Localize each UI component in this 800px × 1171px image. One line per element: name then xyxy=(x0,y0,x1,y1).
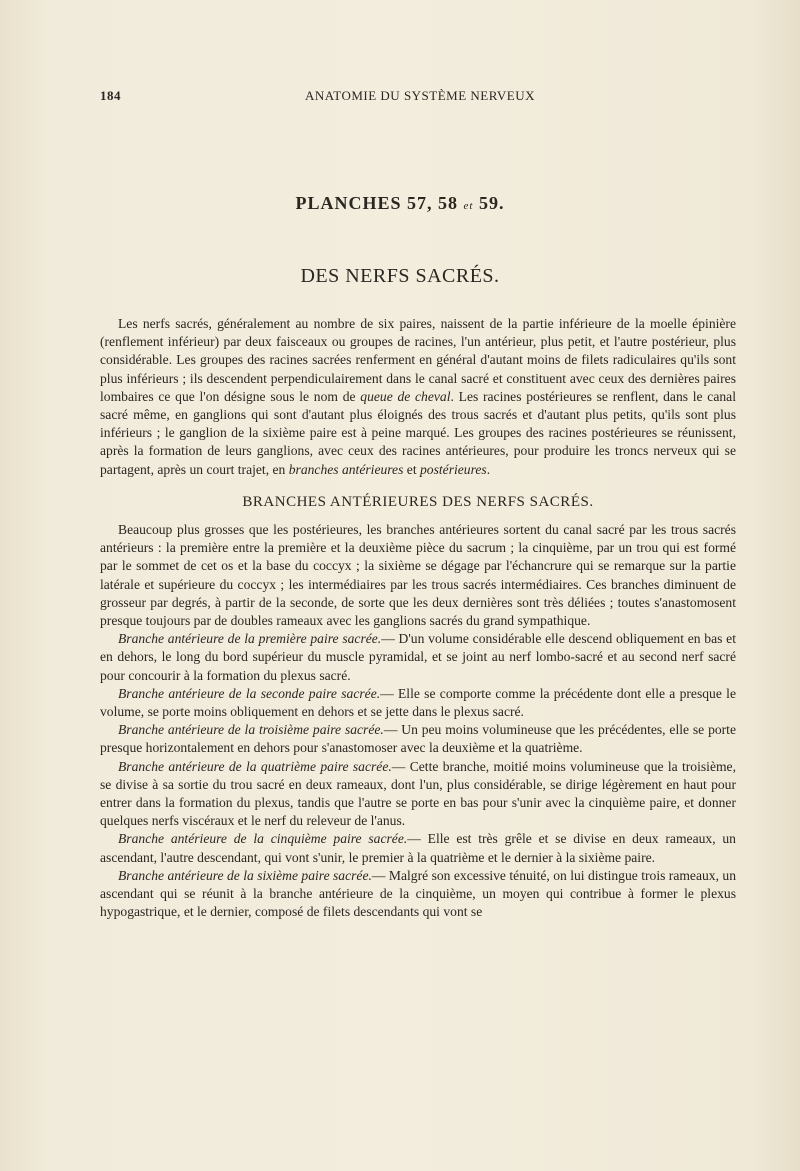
branch-heading: Branche antérieure de la cinquième paire sacrée. xyxy=(118,831,408,847)
branch-heading: Branche antérieure de la quatrième paire sacrée. xyxy=(118,758,392,774)
intro-text-a: Les nerfs sacrés, généralement au nombre de six paires, naissent de la partie inférieure de la moelle épinière (renflement inférieur) par deux faisceaux ou groupes de racines, l'un antérieur, plus petit, et l'autre postérieur, plus considérable. Les groupes des racines sacrées renferment en général d'autant moins de filets radiculaires qu'ils sont plus inférieurs ; ils descendent perpendiculairement dans le canal sacré et constituent avec ceux des dernières paires lombaires ce que l'on désigne sous le nom de xyxy=(100,316,736,404)
branch-paragraph-5 xyxy=(100,830,736,866)
plate-title-suffix: 59. xyxy=(478,193,505,213)
running-title: ANATOMIE DU SYSTÈME NERVEUX xyxy=(305,88,535,103)
branch-paragraph-3 xyxy=(100,721,736,757)
branch-text: — Un peu moins volumineuse que les précédentes, elle se porte presque horizontalement en dehors pour s'anastomoser avec la deuxième et la quatrième. xyxy=(100,722,736,756)
intro-text-c: et xyxy=(403,461,420,477)
branch-text: — Elle se comporte comme la précédente dont elle a presque le volume, se porte moins obliquement en dehors et se jette dans le plexus sacré. xyxy=(100,685,736,720)
branch-paragraph-2 xyxy=(100,685,736,721)
branch-text: — D'un volume considérable elle descend obliquement en bas et en dehors, le long du bord supérieur du muscle pyramidal, et se joint au nerf lombo-sacré et au second nerf sacré pour concourir à la formation du plexus sacré. xyxy=(100,631,736,683)
branch-paragraph-1 xyxy=(100,630,736,685)
subsection-title: BRANCHES ANTÉRIEURES DES NERFS SACRÉS. xyxy=(242,493,594,510)
branch-paragraph-6 xyxy=(100,867,736,922)
branch-text: — Malgré son excessive ténuité, on lui distingue trois rameaux, un ascendant qui se réunit à la branche antérieure de la cinquième, un moyen qui contribue à former le plexus hypogastrique, et le dernier, composé de filets descendants qui vont se xyxy=(100,867,737,920)
branch-text: — Cette branche, moitié moins volumineuse que la troisième, se divise à sa sortie du trou sacré en deux rameaux, dont l'un, plus considérable, se dirige légèrement en haut pour entrer dans la formation du plexus, tandis que l'autre se porte en bas pour s'unir avec la cinquième paire, et donner quelques nerfs viscéraux et le nerf du releveur de l'anus. xyxy=(100,758,736,829)
branch-heading: Branche antérieure de la seconde paire sacrée. xyxy=(118,685,381,701)
general-paragraph: Beaucoup plus grosses que les postérieures, les branches antérieures sortent du canal sacré par les trous sacrés antérieurs : la première entre la première et la deuxième pièce du sacrum ; la cinquième, par un trou qui est formé par le sommet de cet os et la base du coccyx ; la sixième se dégage par l'échancrure qui se remarque sur la partie latérale et supérieure du coccyx ; les intermédiaires par les trous sacrés intermédiaires. Ces branches diminuent de grosseur par degrés, à partir de la seconde, de sorte que les deux dernières sont très déliées ; toutes s'anastomosent presque toujours par de doubles rameaux avec les ganglions sacrés du grand sympathique. xyxy=(100,522,736,629)
intro-text-d: . xyxy=(486,461,491,477)
intro-italic-b: branches antérieures xyxy=(288,461,404,477)
plate-title-prefix: PLANCHES 57, 58 xyxy=(295,193,459,213)
branch-heading: Branche antérieure de la première paire sacrée. xyxy=(118,631,382,647)
branch-heading: Branche antérieure de la sixième paire sacrée. xyxy=(118,867,372,883)
section-title: DES NERFS SACRÉS. xyxy=(300,265,500,287)
intro-text-b: . Les racines postérieures se renflent, dans le canal sacré même, en ganglions qui sont d'autant plus éloignés des trous sacrés et d'autant plus petits, qu'ils sont plus inférieurs ; le ganglion de la sixième paire est à peine marqué. Les groupes des racines postérieures se réunissent, après la formation de leurs ganglions, avec ceux des racines antérieures, pour produire les troncs nerveux qui se partagent, après un court trajet, en xyxy=(100,388,736,477)
intro-italic-a: queue de cheval xyxy=(360,388,451,404)
plate-title-conjunction: et xyxy=(463,200,474,212)
branch-heading: Branche antérieure de la troisième paire sacrée. xyxy=(118,722,384,738)
branch-text: — Elle est très grêle et se divise en deux rameaux, un ascendant, l'autre descendant, qui vont s'unir, le premier à la quatrième et le dernier à la sixième paire. xyxy=(100,831,736,865)
intro-paragraph xyxy=(100,315,736,479)
plate-title xyxy=(0,193,800,214)
body-text xyxy=(100,315,736,922)
intro-italic-c: postérieures xyxy=(420,461,487,477)
page-number: 184 xyxy=(100,88,121,103)
branch-paragraph-4 xyxy=(100,758,736,831)
page-header xyxy=(100,88,740,108)
